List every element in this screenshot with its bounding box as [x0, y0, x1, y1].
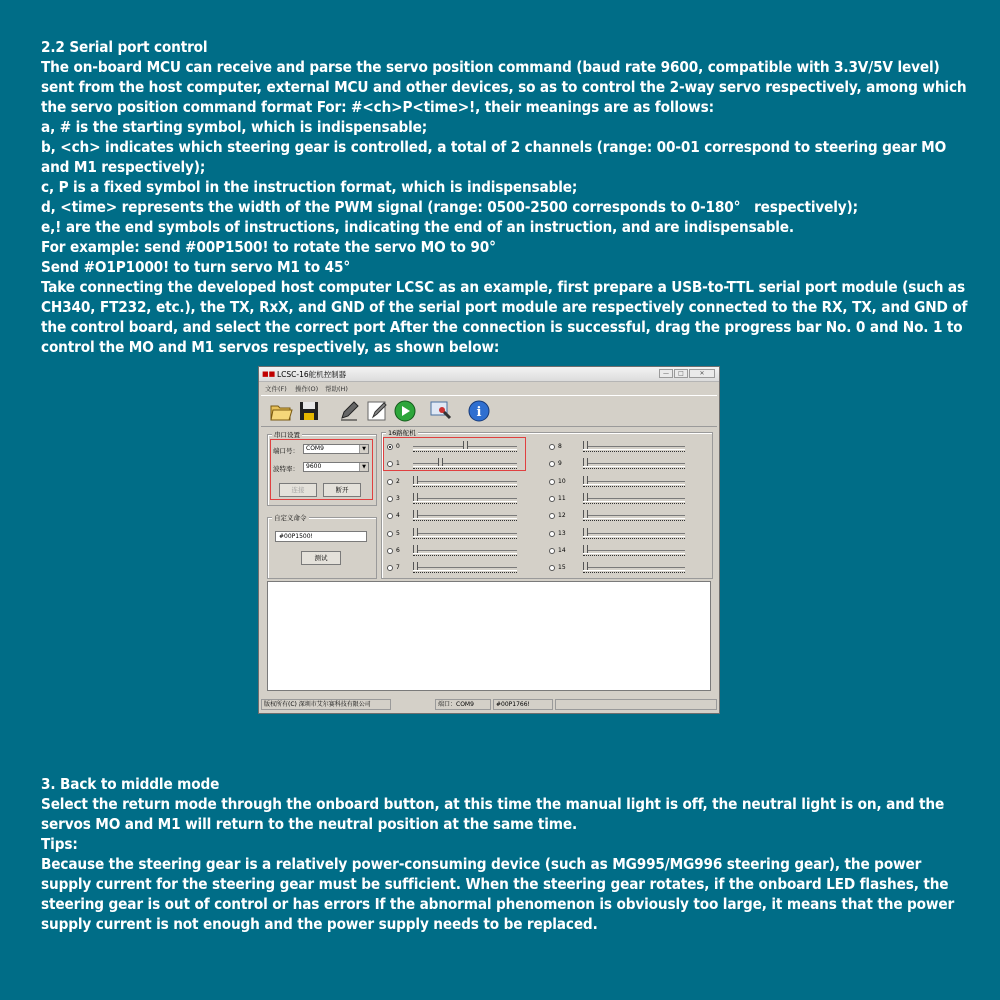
- disconnect-button[interactable]: 断开: [323, 483, 361, 497]
- minimize-button[interactable]: —: [659, 369, 673, 378]
- serial-text-line: control the MO and M1 servos respectively, as shown below:: [41, 338, 500, 356]
- servo-channel-0: [387, 441, 521, 456]
- middle-mode-text-line: Tips:: [41, 835, 78, 853]
- slider-thumb[interactable]: [438, 458, 443, 466]
- slider-thumb[interactable]: [413, 476, 418, 484]
- servo-channel-3: [387, 493, 521, 508]
- channel-number: 4: [396, 512, 400, 520]
- slider-track: [413, 515, 517, 519]
- chevron-down-icon: ▼: [359, 463, 368, 471]
- servo-channel-13: [549, 528, 681, 543]
- slider-ticks: [583, 555, 685, 558]
- slider-track: [583, 498, 685, 502]
- serial-text-line: a, # is the starting symbol, which is indispensable;: [41, 118, 428, 136]
- slider-thumb[interactable]: [583, 562, 588, 570]
- servo-slider[interactable]: [583, 545, 685, 559]
- channel-number: 14: [558, 546, 566, 554]
- servo-channel-7: [387, 562, 521, 577]
- channel-radio[interactable]: [387, 513, 393, 519]
- servo-slider[interactable]: [413, 510, 517, 524]
- middle-mode-text-line: 3. Back to middle mode: [41, 775, 220, 793]
- servo-channel-12: [549, 510, 681, 525]
- play-icon[interactable]: [393, 399, 417, 423]
- slider-track: [583, 533, 685, 537]
- slider-track: [413, 463, 517, 467]
- baud-label: 波特率：: [273, 465, 299, 473]
- test-button[interactable]: 测试: [301, 551, 341, 565]
- menu-help[interactable]: 帮助(H): [325, 385, 348, 393]
- servo-channel-2: [387, 476, 521, 491]
- slider-thumb[interactable]: [413, 528, 418, 536]
- slider-ticks: [583, 538, 685, 541]
- channel-number: 8: [558, 443, 562, 450]
- port-select[interactable]: COM9 ▼: [303, 444, 369, 454]
- slider-ticks: [583, 486, 685, 489]
- status-port: 端口：COM9: [435, 699, 491, 710]
- servo-slider[interactable]: [583, 528, 685, 542]
- section-back-to-middle: [41, 774, 971, 934]
- slider-ticks: [413, 468, 517, 471]
- slider-ticks: [413, 538, 517, 541]
- channel-number: 13: [558, 529, 566, 537]
- slider-ticks: [583, 451, 685, 454]
- status-copyright: 版权所有(C) 深圳市艾尔赛科技有限公司: [261, 699, 391, 710]
- servo-slider[interactable]: [583, 510, 685, 524]
- slider-thumb[interactable]: [583, 458, 588, 466]
- serial-text-line: CH340, FT232, etc.), the TX, RxX, and GND of the serial port module are respectively connected to the RX, TX, and GND of: [41, 298, 968, 316]
- custom-command-group: [267, 514, 377, 579]
- servo-slider[interactable]: [583, 441, 685, 455]
- menu-bar: [259, 382, 719, 394]
- slider-track: [583, 550, 685, 554]
- serial-settings-title: 串口设置: [274, 431, 300, 439]
- channel-number: 10: [558, 477, 566, 485]
- channel-radio[interactable]: [549, 565, 555, 571]
- servo-channel-14: [549, 545, 681, 560]
- servo-channel-11: [549, 493, 681, 508]
- middle-mode-text-line: servos MO and M1 will return to the neutral position at the same time.: [41, 815, 578, 833]
- slider-track: [583, 463, 685, 467]
- channel-number: 11: [558, 494, 566, 502]
- channel-number: 6: [396, 546, 400, 554]
- serial-text-line: and M1 respectively);: [41, 158, 206, 176]
- servo-channels-title: 16路舵机: [388, 429, 416, 437]
- slider-ticks: [583, 520, 685, 523]
- serial-text-line: the servo position command format For: #<ch>P<time>!, their meanings are as follows:: [41, 98, 714, 116]
- chevron-down-icon: ▼: [359, 445, 368, 453]
- channel-radio[interactable]: [549, 461, 555, 467]
- status-empty: [555, 699, 717, 710]
- log-area[interactable]: [267, 581, 711, 691]
- slider-track: [583, 481, 685, 485]
- slider-thumb[interactable]: [583, 510, 588, 518]
- slider-thumb[interactable]: [583, 493, 588, 501]
- middle-mode-text-line: supply current for the steering gear must be sufficient. When the steering gear rotates, if the onboard LED flashes, the: [41, 875, 949, 893]
- serial-text-line: d, <time> represents the width of the PWM signal (range: 0500-2500 corresponds to 0-180° respectively);: [41, 198, 858, 216]
- servo-slider[interactable]: [413, 562, 517, 576]
- channel-radio[interactable]: [387, 461, 393, 467]
- servo-slider[interactable]: [583, 493, 685, 507]
- channel-number: 0: [396, 443, 400, 450]
- slider-thumb[interactable]: [413, 493, 418, 501]
- maximize-button[interactable]: □: [674, 369, 688, 378]
- channel-radio[interactable]: [387, 548, 393, 554]
- app-screenshot-window: [258, 366, 720, 714]
- middle-mode-text-line: Because the steering gear is a relatively power-consuming device (such as MG995/MG996 steering gear), the power: [41, 855, 922, 873]
- middle-mode-text-line: steering gear is out of control or has errors If the abnormal phenomenon is obviously too large, it means that the power: [41, 895, 955, 913]
- window-title: LCSC-16舵机控制器: [277, 370, 347, 379]
- status-last-command: #00P1766!: [493, 699, 553, 710]
- channel-radio[interactable]: [549, 479, 555, 485]
- channel-radio[interactable]: [549, 496, 555, 502]
- baud-select[interactable]: 9600 ▼: [303, 462, 369, 472]
- command-input[interactable]: #00P1500!: [275, 531, 367, 542]
- slider-thumb[interactable]: [583, 441, 588, 449]
- svg-text:i: i: [476, 405, 482, 420]
- channel-radio[interactable]: [387, 565, 393, 571]
- serial-text-line: e,! are the end symbols of instructions, indicating the end of an instruction, and are indispensable.: [41, 218, 794, 236]
- channel-number: 1: [396, 460, 400, 468]
- slider-thumb[interactable]: [463, 441, 468, 449]
- slider-ticks: [413, 572, 517, 575]
- slider-ticks: [583, 468, 685, 471]
- channel-number: 9: [558, 460, 562, 468]
- app-icon: ■■: [262, 370, 276, 378]
- custom-command-title: 自定义命令: [274, 514, 307, 522]
- servo-slider[interactable]: [413, 493, 517, 507]
- slider-track: [413, 498, 517, 502]
- channel-radio[interactable]: [549, 444, 555, 450]
- servo-slider[interactable]: [413, 476, 517, 490]
- channel-number: 12: [558, 512, 566, 520]
- window-titlebar: [259, 367, 719, 382]
- open-folder-icon[interactable]: [269, 399, 293, 423]
- serial-text-line: sent from the host computer, external MCU and other devices, so as to control the 2-way servo respectively, among which: [41, 78, 967, 96]
- slider-ticks: [413, 486, 517, 489]
- servo-slider[interactable]: [583, 458, 685, 472]
- servo-channel-4: [387, 510, 521, 525]
- serial-text-line: b, <ch> indicates which steering gear is controlled, a total of 2 channels (range: 00-01 correspond to steering gear MO: [41, 138, 947, 156]
- serial-text-line: 2.2 Serial port control: [41, 38, 208, 56]
- channel-number: 2: [396, 477, 400, 485]
- slider-thumb[interactable]: [413, 562, 418, 570]
- servo-channel-1: [387, 458, 521, 473]
- slider-track: [413, 481, 517, 485]
- serial-text-line: the control board, and select the correct port After the connection is successful, drag the progress bar No. 0 and No. 1 to: [41, 318, 963, 336]
- servo-channel-6: [387, 545, 521, 560]
- serial-text-line: Send #O1P1000! to turn servo M1 to 45°: [41, 258, 351, 276]
- pencil-icon[interactable]: [337, 399, 361, 423]
- channel-radio[interactable]: [387, 496, 393, 502]
- status-bar: [261, 699, 717, 711]
- servo-slider[interactable]: [583, 562, 685, 576]
- middle-mode-text-line: Select the return mode through the onboard button, at this time the manual light is off, the neutral light is on, and the: [41, 795, 945, 813]
- port-label: 端口号：: [273, 447, 299, 455]
- channel-radio[interactable]: [387, 479, 393, 485]
- servo-slider[interactable]: [413, 545, 517, 559]
- slider-ticks: [413, 503, 517, 506]
- slider-ticks: [413, 555, 517, 558]
- slider-track: [413, 550, 517, 554]
- slider-track: [583, 567, 685, 571]
- channel-number: 15: [558, 564, 566, 572]
- menu-operate[interactable]: 操作(O): [295, 385, 319, 393]
- slider-track: [413, 533, 517, 537]
- servo-channel-9: [549, 458, 681, 473]
- channel-radio[interactable]: [549, 548, 555, 554]
- slider-track: [413, 567, 517, 571]
- close-button[interactable]: ✕: [689, 369, 715, 378]
- slider-track: [583, 446, 685, 450]
- edit-icon[interactable]: [365, 399, 389, 423]
- toolbar: [261, 395, 717, 427]
- channel-radio[interactable]: [387, 444, 393, 450]
- slider-thumb[interactable]: [413, 510, 418, 518]
- channel-number: 3: [396, 494, 400, 502]
- middle-mode-text-line: supply current is not enough and the power supply needs to be replaced.: [41, 915, 598, 933]
- save-icon[interactable]: [297, 399, 321, 423]
- menu-file[interactable]: 文件(F): [265, 385, 287, 393]
- channel-radio[interactable]: [549, 513, 555, 519]
- slider-ticks: [413, 451, 517, 454]
- slider-ticks: [583, 572, 685, 575]
- slider-thumb[interactable]: [583, 528, 588, 536]
- serial-text-line: For example: send #00P1500! to rotate the servo MO to 90°: [41, 238, 496, 256]
- slider-thumb[interactable]: [413, 545, 418, 553]
- servo-channel-8: [549, 441, 681, 456]
- slider-ticks: [583, 503, 685, 506]
- servo-channel-10: [549, 476, 681, 491]
- servo-channel-15: [549, 562, 681, 577]
- servo-slider[interactable]: [413, 528, 517, 542]
- serial-text-line: c, P is a fixed symbol in the instruction format, which is indispensable;: [41, 178, 578, 196]
- serial-text-line: The on-board MCU can receive and parse the servo position command (baud rate 9600, compatible with 3.3V/5V level): [41, 58, 940, 76]
- channel-number: 5: [396, 529, 400, 537]
- slider-thumb[interactable]: [583, 476, 588, 484]
- servo-channel-5: [387, 528, 521, 543]
- slider-track: [583, 515, 685, 519]
- slider-thumb[interactable]: [583, 545, 588, 553]
- section-serial-port-control: [41, 37, 971, 357]
- servo-slider[interactable]: [583, 476, 685, 490]
- servo-slider[interactable]: [413, 441, 517, 455]
- servo-slider[interactable]: [413, 458, 517, 472]
- info-icon[interactable]: [467, 399, 491, 423]
- connect-button[interactable]: 连接: [279, 483, 317, 497]
- slider-ticks: [413, 520, 517, 523]
- settings-icon[interactable]: [429, 399, 453, 423]
- channel-radio[interactable]: [387, 531, 393, 537]
- channel-number: 7: [396, 564, 400, 572]
- channel-radio[interactable]: [549, 531, 555, 537]
- serial-text-line: Take connecting the developed host computer LCSC as an example, first prepare a USB-to-TTL serial port module (such as: [41, 278, 965, 296]
